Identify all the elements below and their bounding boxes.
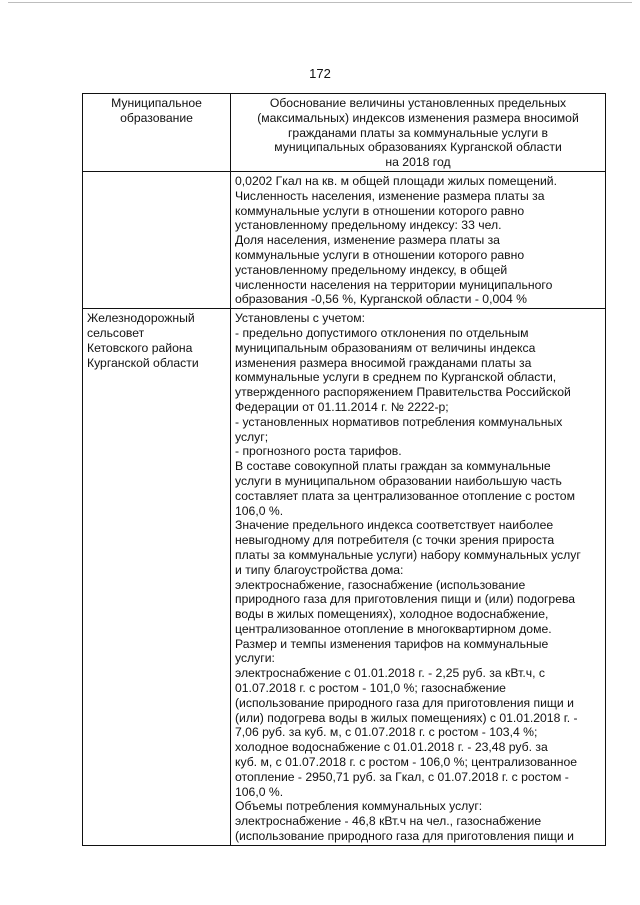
text-line: утвержденного распоряжением Правительства Российской xyxy=(235,385,571,400)
text-line: - установленных нормативов потребления коммунальных xyxy=(235,414,563,429)
scan-top-edge xyxy=(8,2,632,3)
page-number: 172 xyxy=(309,66,331,81)
text-line: Размер и темпы изменения тарифов на коммунальные xyxy=(235,636,549,651)
text-line: холодное водоснабжение с 01.01.2018 г. - 23,48 руб. за xyxy=(235,740,548,755)
text-line: куб. м, с 01.07.2018 г. с ростом - 106,0 %; централизованное xyxy=(235,755,578,770)
text-line: природного газа для приготовления пищи и (или) подогрева xyxy=(235,592,576,607)
text-line: электроснабжение с 01.01.2018 г. - 2,25 руб. за кВт.ч, с xyxy=(235,666,545,681)
header-line: муниципальных образованиях Курганской области xyxy=(274,140,562,155)
text-line: централизованное отопление в многоквартирном доме. xyxy=(235,621,552,636)
text-line: (использование природного газа для приготовления пищи и xyxy=(235,695,574,710)
text-line: Доля населения, изменение размера платы за xyxy=(235,233,500,248)
municipality-line: Кетовского района xyxy=(87,340,193,355)
header-line: Обоснование величины установленных предельных xyxy=(269,96,567,110)
text-line: численности населения на территории муниципального xyxy=(235,277,553,292)
text-line: В составе совокупной платы граждан за коммунальные xyxy=(235,459,551,474)
text-line: Установлены с учетом: xyxy=(235,311,365,326)
text-line: (использование природного газа для приготовления пищи и xyxy=(235,829,574,844)
justification-cell xyxy=(231,171,606,308)
text-line: установленному предельному индексу: 33 чел. xyxy=(235,218,502,233)
header-justification xyxy=(231,94,606,172)
header-line: Муниципальное xyxy=(111,96,202,110)
municipality-cell xyxy=(83,171,231,308)
text-line: услуги: xyxy=(235,651,275,666)
header-line: образование xyxy=(120,110,193,125)
text-line: платы за коммунальные услуги) набору коммунальных услуг xyxy=(235,547,581,562)
text-line: Федерации от 01.11.2014 г. № 2222-р; xyxy=(235,399,449,414)
municipality-cell xyxy=(83,309,231,846)
text-line: изменения размера вносимой гражданами платы за xyxy=(235,355,532,370)
header-line: гражданами платы за коммунальные услуги в xyxy=(287,125,549,140)
text-line: воды в жилых помещениях), холодное водоснабжение, xyxy=(235,607,549,622)
header-line: (максимальных) индексов изменения размера вносимой xyxy=(257,110,579,125)
text-line: электроснабжение - 46,8 кВт.ч на чел., газоснабжение xyxy=(235,814,542,829)
table-row xyxy=(83,171,606,308)
text-line: 7,06 руб. за куб. м, с 01.07.2018 г. с ростом - 103,4 %; xyxy=(235,725,538,740)
text-line: коммунальные услуги в отношении которого равно xyxy=(235,247,525,262)
text-line: 106,0 %. xyxy=(235,784,284,799)
table-header-row xyxy=(83,94,606,172)
text-line: - прогнозного роста тарифов. xyxy=(235,444,402,459)
text-line: муниципальным образованиям от величины индекса xyxy=(235,340,536,355)
header-municipality xyxy=(83,94,231,172)
text-line: невыгодному для потребителя (с точки зрения прироста xyxy=(235,533,555,548)
text-line: услуг; xyxy=(235,429,269,444)
justification-table xyxy=(82,93,606,846)
table-row xyxy=(83,309,606,846)
text-line: Численность населения, изменение размера платы за xyxy=(235,188,545,203)
municipality-line: Железнодорожный xyxy=(87,311,195,326)
justification-cell xyxy=(231,309,606,846)
text-line: коммунальные услуги в среднем по Курганской области, xyxy=(235,370,557,385)
text-line: отопление - 2950,71 руб. за Гкал, с 01.07.2018 г. с ростом - xyxy=(235,769,569,784)
text-line: Значение предельного индекса соответствует наиболее xyxy=(235,518,554,533)
text-line: услуги в муниципальном образовании наибольшую часть xyxy=(235,473,562,488)
text-line: коммунальные услуги в отношении которого равно xyxy=(235,203,525,218)
municipality-line: Курганской области xyxy=(87,355,199,370)
text-line: (или) подогрева воды в жилых помещениях) с 01.01.2018 г. - xyxy=(235,710,578,725)
text-line: 01.07.2018 г. с ростом - 101,0 %; газоснабжение xyxy=(235,681,506,696)
municipality-line: сельсовет xyxy=(87,325,145,340)
text-line: и типу благоустройства дома: xyxy=(235,562,404,577)
text-line: составляет плата за централизованное отопление с ростом xyxy=(235,488,575,503)
text-line: электроснабжение, газоснабжение (использование xyxy=(235,577,526,592)
text-line: 106,0 %. xyxy=(235,503,284,518)
text-line: установленному предельному индексу, в общей xyxy=(235,262,508,277)
header-line: на 2018 год xyxy=(385,155,451,170)
text-line: образования -0,56 %, Курганской области - 0,004 % xyxy=(235,292,528,307)
text-line: - предельно допустимого отклонения по отдельным xyxy=(235,325,529,340)
text-line: 0,0202 Гкал на кв. м общей площади жилых помещений. xyxy=(235,173,557,188)
text-line: Объемы потребления коммунальных услуг: xyxy=(235,799,483,814)
